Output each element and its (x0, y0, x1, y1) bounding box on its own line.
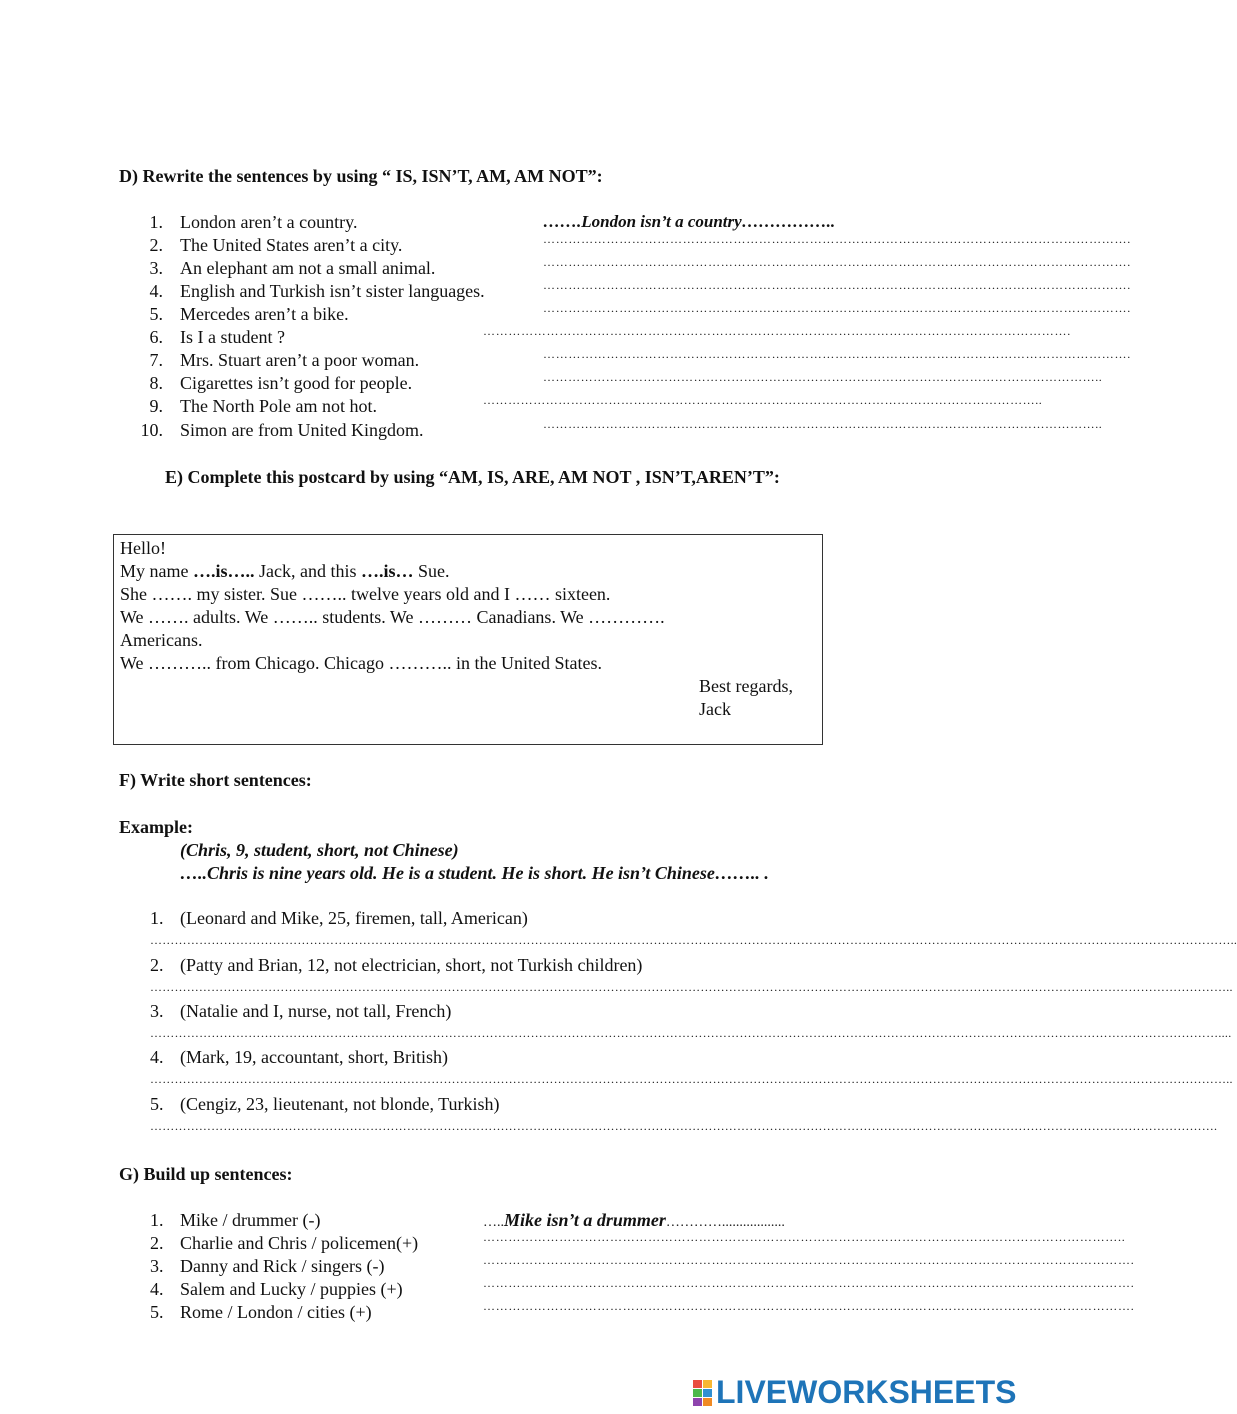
list-item-number: 3. (149, 258, 163, 278)
answer-line[interactable]: ………………………………………………………………………………………………………………………………………. (483, 1276, 1135, 1290)
list-item-text: (Mark, 19, accountant, short, British) (180, 1047, 448, 1067)
answer-line[interactable]: …………………………………………………………………………………………………………………………. (543, 232, 1131, 246)
answer-line[interactable]: …………………………………………………………………………………………………………………………. (543, 278, 1131, 292)
postcard-line[interactable]: We ……. adults. We …….. students. We ……… Canadians. We …………. (120, 607, 665, 627)
list-item-number: 1. (150, 908, 164, 928)
postcard-line: Americans. (120, 630, 203, 650)
section-d-heading: D) Rewrite the sentences by using “ IS, ISN’T, AM, AM NOT”: (119, 166, 603, 186)
answer-example-text: Mike isn’t a drummer (504, 1210, 666, 1230)
list-item-number: 6. (149, 327, 163, 347)
list-item-text: Charlie and Chris / policemen(+) (180, 1233, 419, 1253)
list-item-number: 5. (150, 1094, 164, 1114)
list-item-number: 4. (149, 281, 163, 301)
logo-text: LIVEWORKSHEETS (716, 1374, 1017, 1410)
postcard-signature: Jack (699, 699, 731, 719)
answer-line[interactable]: …………………………………………………………………………………………………………………………. (543, 301, 1131, 315)
answer-line[interactable]: …………………………………………………………………………………………………………………….. (483, 393, 1043, 407)
answer-line[interactable]: …………………………………………………………………………………………………………………………………….. (483, 1230, 1126, 1244)
answer-dots: ………….................. (665, 1215, 785, 1230)
postcard-box (113, 534, 823, 745)
list-item-number: 8. (149, 373, 163, 393)
list-item-text: The North Pole am not hot. (180, 396, 377, 416)
example-answer: …..Chris is nine years old. He is a student. He is short. He isn’t Chinese…….. . (180, 863, 769, 883)
postcard-example-blank: ….is… (360, 561, 414, 581)
logo-square (703, 1389, 712, 1397)
answer-line[interactable]: …………………………………………………………………………………………………………………………. (543, 347, 1131, 361)
list-item-number: 2. (150, 1233, 164, 1253)
list-item-text: Cigarettes isn’t good for people. (180, 373, 413, 393)
answer-example: …….London isn’t a country…………….. (543, 212, 836, 231)
postcard-closing: Best regards, (699, 676, 793, 696)
answer-line[interactable]: ……………………………………………………………………………………………………………………………………………………………………………………………………………………………………….... (150, 1026, 1232, 1040)
list-item-number: 7. (149, 350, 163, 370)
postcard-text: My name (120, 561, 193, 581)
answer-line[interactable]: …………………………………………………………………………………………………………………….. (543, 417, 1103, 431)
answer-line[interactable]: …………………………………………………………………………………………………………………….. (543, 370, 1103, 384)
postcard-example-blank: ….is….. (192, 561, 255, 581)
list-item-text: Mike / drummer (-) (180, 1210, 321, 1230)
list-item-text: Salem and Lucky / puppies (+) (180, 1279, 403, 1299)
logo-square (703, 1380, 712, 1388)
list-item-number: 3. (150, 1256, 164, 1276)
postcard-text: Jack, and this (254, 561, 361, 581)
postcard-greeting: Hello! (120, 538, 166, 558)
logo-mark-icon (693, 1380, 712, 1406)
answer-line[interactable]: ………………………………………………………………………………………………………………………………………. (483, 1253, 1135, 1267)
list-item-text: Mercedes aren’t a bike. (180, 304, 349, 324)
list-item-number: 2. (149, 235, 163, 255)
logo-square (693, 1389, 702, 1397)
answer-line[interactable]: ………………………………………………………………………………………………………………………………………………………………………………………………………………………………………. (150, 1119, 1218, 1133)
list-item-text: (Leonard and Mike, 25, firemen, tall, American) (180, 908, 528, 928)
list-item-number: 10. (140, 420, 163, 440)
section-g-heading: G) Build up sentences: (119, 1164, 293, 1184)
logo-square (703, 1398, 712, 1406)
list-item-text: Is I a student ? (180, 327, 285, 347)
postcard-line[interactable]: We ……….. from Chicago. Chicago ……….. in the United States. (120, 653, 602, 673)
list-item-text: London aren’t a country. (180, 212, 358, 232)
list-item-number: 4. (150, 1279, 164, 1299)
list-item-text: Simon are from United Kingdom. (180, 420, 424, 440)
list-item-number: 5. (149, 304, 163, 324)
section-f-heading: F) Write short sentences: (119, 770, 312, 790)
answer-example (483, 1210, 785, 1231)
answer-line[interactable]: …………………………………………………………………………………………………………………………. (543, 255, 1131, 269)
list-item-number: 1. (150, 1210, 164, 1230)
list-item-number: 2. (150, 955, 164, 975)
logo-square (693, 1398, 702, 1406)
logo-square (693, 1380, 702, 1388)
list-item-text: Mrs. Stuart aren’t a poor woman. (180, 350, 420, 370)
list-item-text: The United States aren’t a city. (180, 235, 403, 255)
list-item-number: 9. (149, 396, 163, 416)
list-item-number: 1. (149, 212, 163, 232)
list-item-number: 5. (150, 1302, 164, 1322)
postcard-line (120, 561, 450, 582)
list-item-text: English and Turkish isn’t sister languages. (180, 281, 485, 301)
example-prompt: (Chris, 9, student, short, not Chinese) (180, 840, 459, 860)
answer-line[interactable]: …………………………………………………………………………………………………………………………. (483, 324, 1071, 338)
answer-line[interactable]: ………………………………………………………………………………………………………………………………………. (483, 1299, 1135, 1313)
answer-line[interactable]: ………………………………………………………………………………………………………………………………………………………………………………………………………………………………………….. (150, 1072, 1233, 1086)
postcard-line[interactable]: She ……. my sister. Sue …….. twelve years old and I …… sixteen. (120, 584, 611, 604)
list-item-text: (Patty and Brian, 12, not electrician, short, not Turkish children) (180, 955, 643, 975)
example-label: Example: (119, 817, 193, 837)
list-item-text: Danny and Rick / singers (-) (180, 1256, 385, 1276)
liveworksheets-logo[interactable] (693, 1374, 1016, 1411)
list-item-text: Rome / London / cities (+) (180, 1302, 372, 1322)
list-item-text: (Natalie and I, nurse, not tall, French) (180, 1001, 452, 1021)
answer-line[interactable]: ………………………………………………………………………………………………………………………………………………………………………………………………………………………………………….. (150, 933, 1237, 947)
answer-line[interactable]: ………………………………………………………………………………………………………………………………………………………………………………………………………………………………………….. (150, 980, 1233, 994)
list-item-number: 3. (150, 1001, 164, 1021)
answer-dots: ….. (483, 1215, 504, 1230)
section-e-heading: E) Complete this postcard by using “AM, IS, ARE, AM NOT , ISN’T,AREN’T”: (165, 467, 780, 487)
list-item-text: (Cengiz, 23, lieutenant, not blonde, Turkish) (180, 1094, 500, 1114)
postcard-text: Sue. (413, 561, 450, 581)
list-item-text: An elephant am not a small animal. (180, 258, 436, 278)
list-item-number: 4. (150, 1047, 164, 1067)
